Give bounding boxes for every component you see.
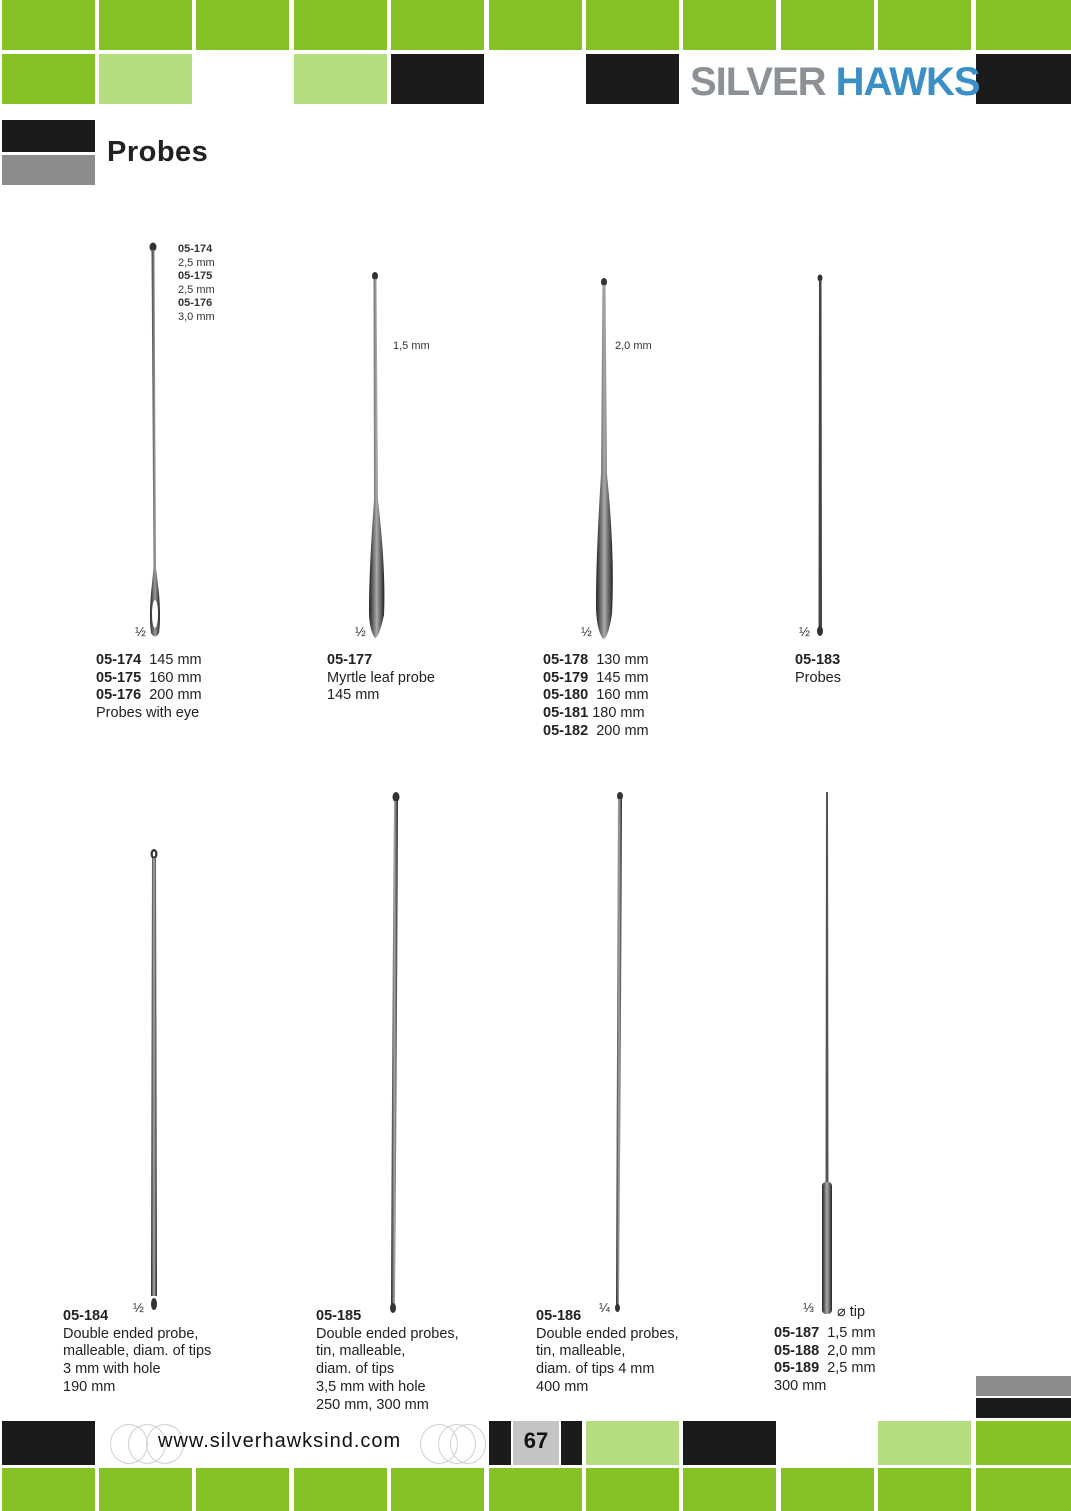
product-info-probes <box>543 652 649 741</box>
item-code: 05-181 <box>543 705 589 722</box>
title-block-grey <box>2 155 95 185</box>
header-block <box>99 0 192 50</box>
logo-hawks-text: HAWKS <box>835 60 980 104</box>
footer-block <box>976 1468 1071 1511</box>
header-block <box>976 0 1071 50</box>
spec-code: 05-174 <box>178 243 213 255</box>
item-description: malleable, diam. of tips <box>63 1343 212 1360</box>
website-link[interactable]: www.silverhawksind.com <box>158 1430 402 1452</box>
page-number: 67 <box>523 1428 549 1453</box>
header-block <box>781 0 874 50</box>
item-description: Myrtle leaf probe <box>327 669 435 686</box>
product-info-myrtle-leaf-probe <box>327 652 435 705</box>
scale-label: ¼ <box>599 1300 610 1315</box>
footer-block <box>976 1421 1071 1465</box>
item-code: 05-189 <box>774 1360 820 1377</box>
item-description: 3 mm with hole <box>63 1361 161 1378</box>
header-block <box>683 0 776 50</box>
item-code: 05-174 <box>96 652 142 668</box>
header-block <box>2 54 95 104</box>
item-description: diam. of tips <box>316 1361 395 1378</box>
footer-block <box>683 1421 776 1465</box>
item-description: Double ended probe, <box>63 1325 199 1342</box>
page-title: Probes <box>107 136 209 168</box>
item-code: 05-187 <box>774 1325 820 1341</box>
double-ended-probe-illustration <box>608 790 628 1318</box>
spec-size: 2,5 mm <box>178 256 215 269</box>
item-code: 05-177 <box>327 652 373 668</box>
footer-block <box>489 1468 582 1511</box>
item-code: 05-180 <box>543 687 589 704</box>
item-description: Double ended probes, <box>536 1325 679 1342</box>
item-code: 05-175 <box>96 669 142 686</box>
item-length: 200 mm <box>596 722 649 739</box>
header-block <box>391 54 484 104</box>
footer-block <box>489 1421 511 1465</box>
scale-label: ½ <box>133 1300 144 1315</box>
header-block <box>976 54 1071 104</box>
item-description: 3,5 mm with hole <box>316 1378 426 1395</box>
tip-size: 2,0 mm <box>615 340 652 352</box>
footer-block <box>878 1421 971 1465</box>
item-description: tin, malleable, <box>316 1343 406 1360</box>
header-block <box>99 54 192 104</box>
footer-block <box>586 1468 679 1511</box>
footer-block <box>294 1468 387 1511</box>
footer-block <box>586 1421 679 1465</box>
item-length: 160 mm <box>149 669 202 686</box>
item-length: 145 mm <box>596 669 649 686</box>
item-code: 05-176 <box>96 687 142 704</box>
scale-label: ½ <box>135 624 146 639</box>
item-description: 250 mm, 300 mm <box>316 1396 429 1413</box>
product-info-double-ended-probes-tin <box>316 1308 459 1414</box>
header-block <box>391 0 484 50</box>
header-block <box>196 0 289 50</box>
item-tip-size: 2,0 mm <box>827 1342 876 1359</box>
item-description: Probes <box>795 669 841 686</box>
probe-illustration <box>590 274 618 642</box>
logo-silver-text: SILVER <box>690 60 826 104</box>
probe-with-eye-illustration <box>144 238 170 640</box>
tip-diameter-label: ⌀ tip <box>837 1304 866 1320</box>
probe-with-handle-illustration <box>818 790 836 1318</box>
item-tip-size: 1,5 mm <box>827 1325 876 1341</box>
header-block <box>586 0 679 50</box>
scale-label: ½ <box>355 624 366 639</box>
scale-label: ½ <box>799 624 810 639</box>
scale-label: ⅓ <box>803 1300 814 1315</box>
item-code: 05-182 <box>543 722 589 739</box>
footer-block <box>2 1421 95 1465</box>
spec-list <box>178 243 215 325</box>
double-ended-probe-illustration <box>384 790 404 1318</box>
item-code: 05-178 <box>543 652 589 668</box>
spec-size: 2,5 mm <box>178 283 215 296</box>
item-description: 145 mm <box>327 687 380 704</box>
item-code: 05-188 <box>774 1342 820 1359</box>
product-info-double-ended-probes-4mm <box>536 1308 679 1397</box>
item-code: 05-186 <box>536 1308 582 1324</box>
item-length: 180 mm <box>592 705 645 722</box>
footer-block <box>561 1421 582 1465</box>
item-description: 300 mm <box>774 1378 827 1395</box>
header-block <box>878 0 971 50</box>
item-tip-size: 2,5 mm <box>827 1360 876 1377</box>
footer-block <box>2 1468 95 1511</box>
tip-size: 1,5 mm <box>393 340 430 352</box>
item-code: 05-185 <box>316 1308 362 1324</box>
footer-block <box>878 1468 971 1511</box>
item-description: Probes with eye <box>96 705 200 722</box>
brand-logo <box>690 60 980 104</box>
double-ended-probe-illustration <box>146 846 162 1316</box>
item-description: tin, malleable, <box>536 1343 626 1360</box>
spec-code: 05-176 <box>178 297 213 310</box>
footer-block <box>683 1468 776 1511</box>
product-info-probes-with-eye <box>96 652 202 723</box>
item-description: diam. of tips 4 mm <box>536 1361 655 1378</box>
header-block <box>2 0 95 50</box>
footer-block <box>391 1468 484 1511</box>
item-length: 160 mm <box>596 687 649 704</box>
header-block <box>294 54 387 104</box>
footer-block <box>196 1468 289 1511</box>
decorative-ring <box>450 1424 486 1464</box>
header-block <box>586 54 679 104</box>
item-code: 05-183 <box>795 652 841 668</box>
footer-block <box>99 1468 192 1511</box>
product-info-probes-tip <box>774 1325 876 1396</box>
scale-label: ½ <box>581 624 592 639</box>
spec-size: 3,0 mm <box>178 310 215 323</box>
item-code: 05-179 <box>543 669 589 686</box>
product-info-double-ended-probe <box>63 1308 211 1397</box>
item-description: Double ended probes, <box>316 1325 459 1342</box>
item-length: 130 mm <box>596 652 649 668</box>
spec-code: 05-175 <box>178 270 213 283</box>
myrtle-leaf-probe-illustration <box>364 270 390 642</box>
footer-block <box>781 1468 874 1511</box>
probe-illustration <box>812 272 828 640</box>
footer-block <box>976 1398 1071 1418</box>
header-block <box>489 0 582 50</box>
item-length: 200 mm <box>149 687 202 704</box>
footer-block <box>976 1376 1071 1396</box>
item-description: 190 mm <box>63 1378 116 1395</box>
item-description: 400 mm <box>536 1378 589 1395</box>
header-block <box>294 0 387 50</box>
product-info-probe-05-183 <box>795 652 841 687</box>
item-length: 145 mm <box>149 652 202 668</box>
item-code: 05-184 <box>63 1308 109 1324</box>
title-block-dark <box>2 120 95 152</box>
